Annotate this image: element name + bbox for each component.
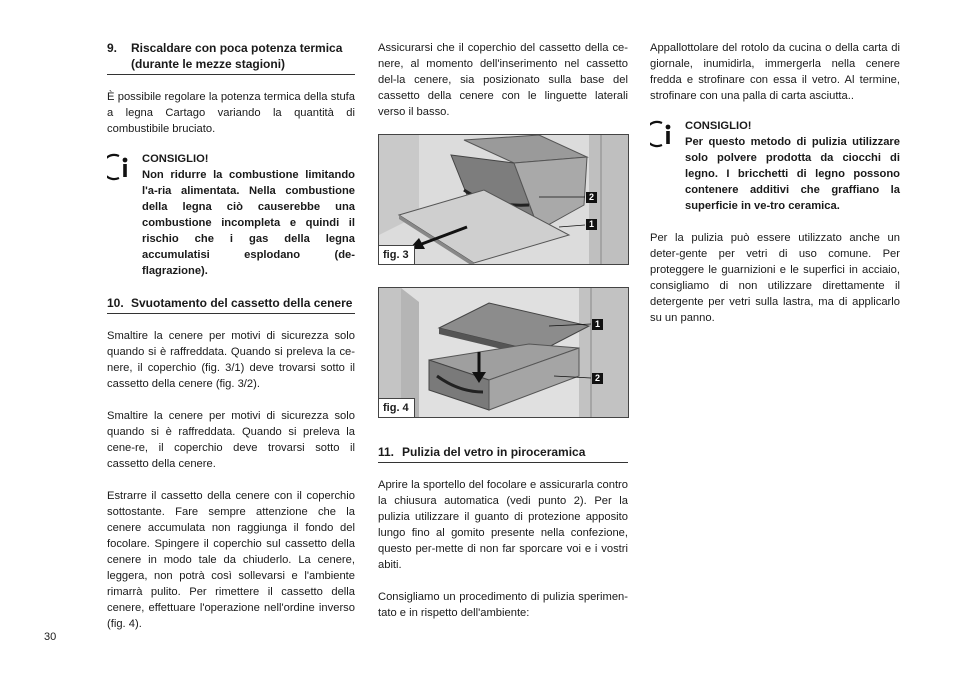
section-11-paragraph-2: Consigliamo un procedimento di pulizia sperimen-tato e in rispetto dell'ambiente:	[378, 591, 628, 619]
info-icon	[650, 120, 680, 148]
section-9-number: 9.	[107, 41, 118, 55]
info-icon	[107, 153, 137, 181]
tip-box-2	[650, 118, 900, 214]
section-10-number: 10.	[107, 296, 124, 310]
section-11-number: 11.	[378, 445, 395, 459]
figure-4-marker-1: 1	[592, 319, 603, 330]
page-number: 30	[44, 631, 57, 643]
tip-box-1	[107, 151, 355, 279]
figure-3-marker-1: 1	[586, 219, 597, 230]
section-10-title: Svuotamento del cassetto della cenere	[131, 296, 353, 310]
figure-3	[378, 134, 629, 265]
section-10-heading	[107, 295, 355, 314]
column-middle	[378, 40, 628, 621]
section-11-paragraph-1: Aprire la sportello del focolare e assicurarla contro la chiusura automatica (vedi punto 2). Per la pulizia utilizzare il guanto di protezione apposito lungo fino al gomito presente nella confezione, questo per-mette di non far sporcare voi e i vostri abiti.	[378, 479, 628, 571]
section-10-paragraph-2: Smaltire la cenere per motivi di sicurezza solo quando si è raffreddata. Quando si preleva la cene-re, il coperchio deve trovarsi sotto il cassetto della cenere.	[107, 410, 355, 470]
figure-4-label: fig. 4	[379, 398, 415, 417]
column-right	[650, 40, 900, 326]
tip-2-text: Per questo metodo di pulizia utilizzare solo polvere prodotta da ciocchi di legno. I bricchetti di legno possono contenere additivi che graffiano la superficie in ve-tro ceramica.	[685, 136, 900, 212]
figure-3-label: fig. 3	[379, 245, 415, 264]
col2-intro-paragraph: Assicurarsi che il coperchio del cassetto della ce-nere, al momento dell'inserimento nel cassetto del-la cenere, sia posizionato sulla base del cassetto della cenere con le linguette laterali verso il basso.	[378, 42, 628, 118]
column-left	[107, 40, 355, 632]
section-11-title: Pulizia del vetro in piroceramica	[402, 445, 586, 459]
tip-2-title: CONSIGLIO!	[685, 120, 752, 132]
section-10-paragraph-3: Estrarre il cassetto della cenere con il coperchio sottostante. Fare sempre attenzione che la cenere accumulata non raggiunga il fondo del focolare. Spingere il coperchio sul cassetto della cenere in modo tale da chiuderlo. La cenere, leggera, non potrà così sollevarsi e l'ambiente rimarrà pulito. Per rimettere il cassetto della cenere, effettuare l'operazione nell'ordine inverso (fig. 4).	[107, 490, 355, 630]
section-10-paragraph-1: Smaltire la cenere per motivi di sicurezza solo quando si è raffreddata. Quando si preleva la ce-nere, il coperchio (fig. 3/1) deve trovarsi sotto il cassetto della cenere (fig. 3/2).	[107, 330, 355, 390]
figure-4-marker-2: 2	[592, 373, 603, 384]
col3-paragraph-1: Appallottolare del rotolo da cucina o della carta di giornale, inumidirla, immergerla nella cenere fredda e strofinare con essa il vetro. Al termine, strofinare con una palla di carta asciutta..	[650, 42, 900, 102]
col3-paragraph-2: Per la pulizia può essere utilizzato anche un deter-gente per vetri di uso comune. Per proteggere le guarnizioni e le superfici in acciaio, consigliamo di non utilizzare direttamente il detergente per vetri sulla lastra, ma di applicarlo su un panno.	[650, 232, 900, 324]
section-9-paragraph: È possibile regolare la potenza termica della stufa a legna Cartago variando la quantità di combustibile bruciato.	[107, 91, 355, 135]
tip-1-title: CONSIGLIO!	[142, 153, 209, 165]
section-9-title: Riscaldare con poca potenza termica (durante le mezze stagioni)	[131, 41, 343, 71]
section-11-heading	[378, 444, 628, 463]
figure-4-illustration	[379, 288, 628, 417]
section-9-heading	[107, 40, 355, 75]
tip-1-text: Non ridurre la combustione limitando l'a-ria alimentata. Nella combustione della legna ciò causerebbe una combustione incompleta e quindi il rischio che i gas della legna accumulatisi esplodano (de-flagrazione).	[142, 169, 355, 277]
figure-3-marker-2: 2	[586, 192, 597, 203]
figure-4	[378, 287, 629, 418]
